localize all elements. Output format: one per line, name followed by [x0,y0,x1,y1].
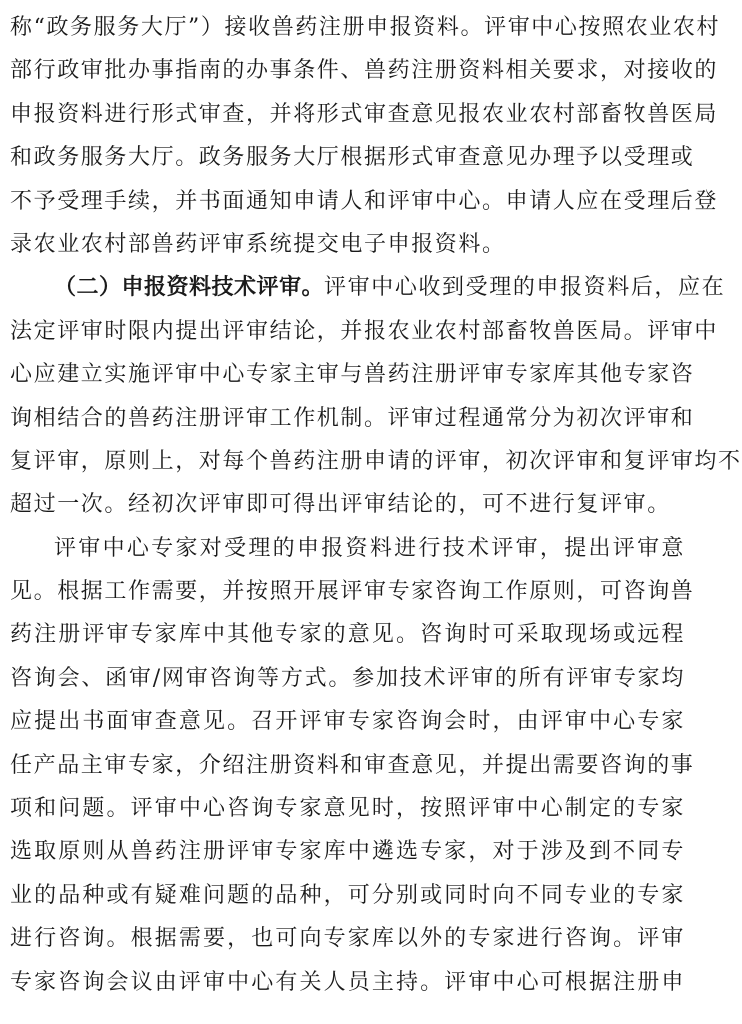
text-line [10,266,726,309]
text-line: 应提出书面审查意见。召开评审专家咨询会时，由评审中心专家 [10,709,685,735]
text-line: 称“政务服务大厅”）接收兽药注册申报资料。评审中心按照农业农村 [10,15,721,40]
text-line: 评审中心专家对受理的申报资料进行技术评审，提出评审意 [54,535,685,561]
text-line: 复评审，原则上，对每个兽药注册申请的评审，初次评审和复评审均不 [10,448,742,474]
text-line: 心应建立实施评审中心专家主审与兽药注册评审专家库其他专家咨 [10,362,695,388]
paragraph-2 [10,266,742,526]
text-line: 任产品主审专家，介绍注册资料和审查意见，并提出需要咨询的事 [10,752,695,778]
text-line: 进行咨询。根据需要，也可向专家库以外的专家进行咨询。评审 [10,926,685,952]
text-line: 和政务服务大厅。政务服务大厅根据形式审查意见办理予以受理或 [10,145,695,171]
text-line: 专家咨询会议由评审中心有关人员主持。评审中心可根据注册申 [10,969,685,995]
section-heading: （二）申报资料技术评审。 [54,275,325,301]
text-line: 项和问题。评审中心咨询专家意见时，按照评审中心制定的专家 [10,796,685,822]
text-line: 法定评审时限内提出评审结论，并报农业农村部畜牧兽医局。评审中 [10,318,719,344]
section-heading-rest: 评审中心收到受理的申报资料后，应在 [324,275,726,301]
text-line: 申报资料进行形式审查，并将形式审查意见报农业农村部畜牧兽医局 [10,101,719,127]
text-line: 选取原则从兽药注册评审专家库中遴选专家，对于涉及到不同专 [10,839,685,865]
text-line: 见。根据工作需要，并按照开展评审专家咨询工作原则，可咨询兽 [10,579,695,605]
text-line: 咨询会、函审/网审咨询等方式。参加技术评审的所有评审专家均 [10,665,685,691]
text-line: 部行政审批办事指南的办事条件、兽药注册资料相关要求，对接收的 [10,58,719,84]
text-line: 录农业农村部兽药评审系统提交电子申报资料。 [10,231,506,257]
text-line: 不予受理手续，并书面通知申请人和评审中心。申请人应在受理后登 [10,188,719,214]
paragraph-1 [10,6,721,266]
text-line: 药注册评审专家库中其他专家的意见。咨询时可采取现场或远程 [10,622,685,648]
text-line: 业的品种或有疑难问题的品种，可分别或同时向不同专业的专家 [10,882,685,908]
paragraph-3 [10,527,695,1004]
text-line: 超过一次。经初次评审即可得出评审结论的，可不进行复评审。 [10,492,671,518]
text-line: 询相结合的兽药注册评审工作机制。评审过程通常分为初次评审和 [10,405,695,431]
